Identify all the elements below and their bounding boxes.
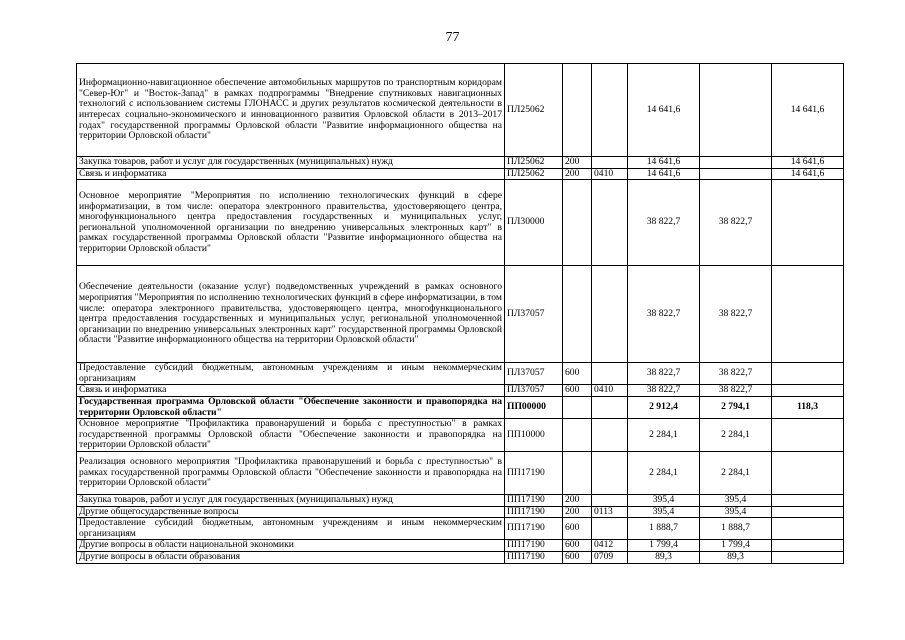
row-section-code: 0410 (592, 168, 628, 180)
table-row (77, 551, 844, 563)
row-amount-total: 395,4 (628, 506, 700, 518)
row-target-code: ПЛ25062 (505, 157, 563, 169)
row-expense-type (563, 396, 592, 418)
table-row (77, 540, 844, 552)
row-description: Основное мероприятие "Мероприятия по исполнению технологических функций в сфере информатизации, в том числе: оператора электронного правительства, удостоверяющего центра, многофункционального центра предоставления государственных и муниципальных услуг, региональной уполномоченной организации по внедрению универсальных электронных карт" в рамках государственной программы Орловской области "Развитие информационного общества на территории Орловской области" (77, 180, 505, 266)
row-section-code: 0410 (592, 385, 628, 397)
row-amount-federal (772, 494, 844, 506)
row-expense-type: 600 (563, 518, 592, 540)
row-amount-total: 14 641,6 (628, 168, 700, 180)
table-row (77, 451, 844, 494)
row-amount-federal: 118,3 (772, 396, 844, 418)
table-row (77, 180, 844, 266)
row-amount-regional (700, 64, 772, 157)
table-row (77, 419, 844, 452)
row-expense-type: 200 (563, 506, 592, 518)
row-description: Другие вопросы в области национальной экономики (77, 540, 505, 552)
table-row (77, 157, 844, 169)
row-amount-federal (772, 363, 844, 385)
row-amount-total: 14 641,6 (628, 64, 700, 157)
budget-table (76, 63, 844, 564)
row-target-code: ПП10000 (505, 419, 563, 452)
row-amount-total: 1 799,4 (628, 540, 700, 552)
row-section-code (592, 419, 628, 452)
row-section-code (592, 396, 628, 418)
row-target-code: ПЛ37057 (505, 363, 563, 385)
row-section-code: 0412 (592, 540, 628, 552)
row-section-code (592, 266, 628, 363)
row-section-code (592, 363, 628, 385)
row-target-code: ПП00000 (505, 396, 563, 418)
row-expense-type (563, 419, 592, 452)
row-amount-total: 2 284,1 (628, 419, 700, 452)
row-amount-federal (772, 180, 844, 266)
row-expense-type: 600 (563, 385, 592, 397)
table-row (77, 363, 844, 385)
row-expense-type: 600 (563, 551, 592, 563)
table-row (77, 396, 844, 418)
row-amount-regional: 38 822,7 (700, 363, 772, 385)
table-row (77, 168, 844, 180)
row-section-code (592, 494, 628, 506)
row-section-code (592, 157, 628, 169)
row-amount-federal: 14 641,6 (772, 157, 844, 169)
row-expense-type: 200 (563, 168, 592, 180)
row-target-code: ПЛ25062 (505, 168, 563, 180)
row-amount-federal (772, 419, 844, 452)
row-amount-total: 38 822,7 (628, 266, 700, 363)
row-amount-federal (772, 551, 844, 563)
row-amount-federal (772, 451, 844, 494)
row-section-code (592, 518, 628, 540)
row-amount-total: 38 822,7 (628, 385, 700, 397)
row-section-code (592, 180, 628, 266)
row-amount-total: 395,4 (628, 494, 700, 506)
row-expense-type: 200 (563, 494, 592, 506)
row-amount-regional: 395,4 (700, 506, 772, 518)
row-amount-federal: 14 641,6 (772, 64, 844, 157)
row-target-code: ПЛ25062 (505, 64, 563, 157)
table-row (77, 385, 844, 397)
row-section-code (592, 451, 628, 494)
row-description: Предоставление субсидий бюджетным, автономным учреждениям и иным некоммерческим организациям (77, 363, 505, 385)
row-expense-type (563, 180, 592, 266)
row-amount-regional: 2 284,1 (700, 451, 772, 494)
row-amount-federal (772, 540, 844, 552)
row-target-code: ПЛ30000 (505, 180, 563, 266)
row-target-code: ПП17190 (505, 451, 563, 494)
row-amount-total: 2 284,1 (628, 451, 700, 494)
row-expense-type (563, 266, 592, 363)
row-target-code: ПП17190 (505, 494, 563, 506)
row-target-code: ПЛ37057 (505, 385, 563, 397)
row-description: Связь и информатика (77, 385, 505, 397)
row-description: Предоставление субсидий бюджетным, автономным учреждениям и иным некоммерческим организациям (77, 518, 505, 540)
row-amount-total: 14 641,6 (628, 157, 700, 169)
row-section-code: 0113 (592, 506, 628, 518)
row-amount-total: 38 822,7 (628, 180, 700, 266)
row-description: Основное мероприятие "Профилактика правонарушений и борьба с преступностью" в рамках государственной программы Орловской области "Обеспечение законности и правопорядка на территории Орловской области" (77, 419, 505, 452)
row-description: Государственная программа Орловской области "Обеспечение законности и правопорядка на территории Орловской области" (77, 396, 505, 418)
row-amount-regional: 1 888,7 (700, 518, 772, 540)
row-amount-regional: 2 284,1 (700, 419, 772, 452)
row-amount-federal (772, 385, 844, 397)
row-description: Закупка товаров, работ и услуг для государственных (муниципальных) нужд (77, 494, 505, 506)
row-amount-regional: 38 822,7 (700, 266, 772, 363)
row-description: Другие общегосударственные вопросы (77, 506, 505, 518)
row-target-code: ПП17190 (505, 506, 563, 518)
row-expense-type: 200 (563, 157, 592, 169)
row-amount-total: 1 888,7 (628, 518, 700, 540)
row-description: Реализация основного мероприятия "Профилактика правонарушений и борьба с преступностью" в рамках государственной программы Орловской области "Обеспечение законности и правопорядка на территории Орловской области" (77, 451, 505, 494)
row-expense-type (563, 451, 592, 494)
row-description: Закупка товаров, работ и услуг для государственных (муниципальных) нужд (77, 157, 505, 169)
row-amount-regional: 395,4 (700, 494, 772, 506)
table-row (77, 506, 844, 518)
row-section-code (592, 64, 628, 157)
row-amount-regional: 38 822,7 (700, 180, 772, 266)
row-amount-total: 89,3 (628, 551, 700, 563)
row-amount-regional: 38 822,7 (700, 385, 772, 397)
row-target-code: ПП17190 (505, 540, 563, 552)
row-description: Связь и информатика (77, 168, 505, 180)
table-row (77, 64, 844, 157)
row-amount-total: 2 912,4 (628, 396, 700, 418)
page-number: 77 (445, 30, 460, 45)
row-amount-federal (772, 518, 844, 540)
row-amount-federal (772, 266, 844, 363)
row-description: Информационно-навигационное обеспечение автомобильных маршрутов по транспортным коридорам "Север-Юг" и "Восток-Запад" в рамках подпрограммы "Внедрение спутниковых навигационных технологий с использованием системы ГЛОНАСС и других результатов космической деятельности в интересах социально-экономического и инновационного развития Орловской области в 2013–2017 годах" государственной программы Орловской области "Развитие информационного общества на территории Орловской области" (77, 64, 505, 157)
row-expense-type: 600 (563, 540, 592, 552)
row-target-code: ПЛ37057 (505, 266, 563, 363)
row-description: Другие вопросы в области образования (77, 551, 505, 563)
row-amount-federal (772, 506, 844, 518)
row-amount-regional (700, 157, 772, 169)
row-expense-type: 600 (563, 363, 592, 385)
table-row (77, 518, 844, 540)
row-amount-federal: 14 641,6 (772, 168, 844, 180)
table-body (77, 64, 844, 564)
row-amount-regional (700, 168, 772, 180)
row-section-code: 0709 (592, 551, 628, 563)
row-target-code: ПП17190 (505, 551, 563, 563)
row-amount-regional: 89,3 (700, 551, 772, 563)
row-amount-total: 38 822,7 (628, 363, 700, 385)
row-amount-regional: 1 799,4 (700, 540, 772, 552)
row-amount-regional: 2 794,1 (700, 396, 772, 418)
table-row (77, 266, 844, 363)
table-row (77, 494, 844, 506)
row-description: Обеспечение деятельности (оказание услуг) подведомственных учреждений в рамках основного мероприятия "Мероприятия по исполнению технологических функций в сфере информатизации, в том числе: оператора электронного правительства, удостоверяющего центра, многофункционального центра предоставления государственных и муниципальных услуг, региональной уполномоченной организации по внедрению универсальных электронных карт" государственной программы Орловской области "Развитие информационного общества на территории Орловской области" (77, 266, 505, 363)
row-target-code: ПП17190 (505, 518, 563, 540)
row-expense-type (563, 64, 592, 157)
